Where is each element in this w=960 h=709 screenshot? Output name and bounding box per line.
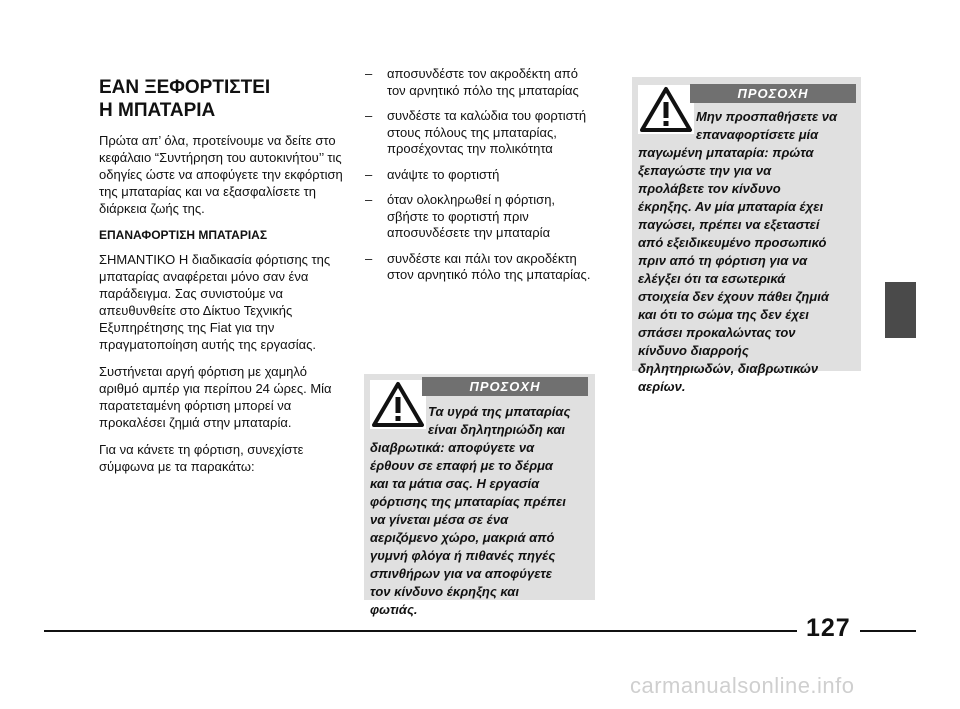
warning-text [638, 108, 859, 396]
warning-line: και ότι το σώμα της δεν έχει [638, 307, 809, 322]
warning-box-battery-fluid [364, 374, 595, 617]
list-item: – όταν ολοκληρωθεί η φόρτιση, σβήστε το φορτιστή πριν αποσυνδέσετε την μπαταρία [365, 192, 597, 242]
warning-line: Μην προσπαθήσετε να [696, 109, 838, 124]
warning-box-frozen-battery [632, 77, 861, 394]
title-line-1: ΕΑΝ ΞΕΦΟΡΤΙΣΤΕΙ [99, 77, 271, 98]
warning-line: στοιχεία δεν έχουν πάθει ζημιά [638, 289, 829, 304]
warning-line: πριν από τη φόρτιση για να [638, 253, 808, 268]
page-title [99, 76, 344, 122]
warning-line: σπινθήρων για να αποφύγετε [370, 566, 552, 581]
warning-line: φωτιάς. [370, 602, 418, 617]
page-number: 127 [806, 614, 851, 642]
intro-paragraph: Πρώτα απ’ όλα, προτείνουμε να δείτε στο κεφάλαιο “Συντήρηση του αυτοκινήτου’’ τις οδηγίες ώστε να αποφύγετε την εκφόρτιση της μπαταρίας και να εξασφαλίσετε τη διάρκεια ζωής της. [99, 133, 343, 216]
list-item: – συνδέστε τα καλώδια του φορτιστή στους πόλους της μπαταρίας, προσέχοντας την πολικότητα [365, 108, 597, 158]
warning-line: παγώσει, πρέπει να εξεταστεί [638, 217, 820, 232]
important-paragraph: ΣΗΜΑΝΤΙΚΟ Η διαδικασία φόρτισης της μπαταρίας αναφέρεται μόνο σαν ένα παράδειγμα. Σας συνιστούμε να απευθυνθείτε στο Δίκτυο Τεχνικής Εξυπηρέτησης της Fiat για την πραγματοποίηση αυτής της εργασίας. [99, 252, 331, 352]
warning-line: έκρηξης. Αν μία μπαταρία έχει [638, 199, 824, 214]
warning-line: δηλητηριωδών, διαβρωτικών [638, 361, 819, 376]
warning-text [370, 403, 595, 619]
slow-charge-paragraph: Συστήνεται αργή φόρτιση με χαμηλό αριθμό αμπέρ για περίπου 24 ώρες. Μία παρατεταμένη φόρτιση μπορεί να προκαλέσει ζημιά στην μπαταρία. [99, 364, 332, 430]
warning-line: ελέγξει ότι τα εσωτερικά [638, 271, 786, 286]
watermark: carmanualsonline.info [630, 673, 855, 698]
left-column [99, 76, 344, 475]
steps-column [365, 66, 597, 293]
warning-line: παγωμένη μπαταρία: πρώτα [638, 145, 814, 160]
warning-line: γυμνή φλόγα ή πιθανές πηγές [370, 548, 556, 563]
list-item: – συνδέστε και πάλι τον ακροδέκτη στον αρνητικό πόλο της μπαταρίας. [365, 251, 597, 284]
warning-line: είναι δηλητηριώδη και [428, 422, 566, 437]
warning-line: Τα υγρά της μπαταρίας [428, 404, 571, 419]
warning-line: αερίων. [638, 379, 686, 394]
warning-line: από εξειδικευμένο προσωπικό [638, 235, 827, 250]
warning-line: κίνδυνο διαρροής [638, 343, 749, 358]
list-item: – αποσυνδέστε τον ακροδέκτη από τον αρνητικό πόλο της μπαταρίας [365, 66, 597, 99]
warning-line: ξεπαγώστε την για να [638, 163, 772, 178]
warning-line: να γίνεται μέσα σε ένα [370, 512, 509, 527]
warning-line: έρθουν σε επαφή με το δέρμα [370, 458, 553, 473]
warning-line: και τα μάτια σας. Η εργασία [370, 476, 540, 491]
warning-line: φόρτισης της μπαταρίας πρέπει [370, 494, 566, 509]
list-item: – ανάψτε το φορτιστή [365, 167, 597, 184]
chapter-tab [885, 282, 916, 338]
warning-line: προλάβετε τον κίνδυνο [638, 181, 781, 196]
warning-line: διαβρωτικά: αποφύγετε να [370, 440, 535, 455]
warning-line: τον κίνδυνο έκρηξης και [370, 584, 519, 599]
steps-list [365, 66, 597, 284]
how-to-paragraph: Για να κάνετε τη φόρτιση, συνεχίστε σύμφωνα με τα παρακάτω: [99, 442, 304, 474]
section-subheading: ΕΠΑΝΑΦΟΡΤΙΣΗ ΜΠΑΤΑΡΙΑΣ [99, 228, 268, 242]
footer-rule [44, 630, 797, 632]
warning-line: σπάσει προκαλώντας τον [638, 325, 796, 340]
warning-line: αεριζόμενο χώρο, μακριά από [370, 530, 555, 545]
footer-rule [860, 630, 916, 632]
warning-line: επαναφορτίσετε μία [696, 127, 819, 142]
title-line-2: Η ΜΠΑΤΑΡΙΑ [99, 100, 216, 121]
warning-header: ΠΡΟΣΟΧΗ [690, 84, 856, 103]
warning-header: ΠΡΟΣΟΧΗ [422, 377, 588, 396]
